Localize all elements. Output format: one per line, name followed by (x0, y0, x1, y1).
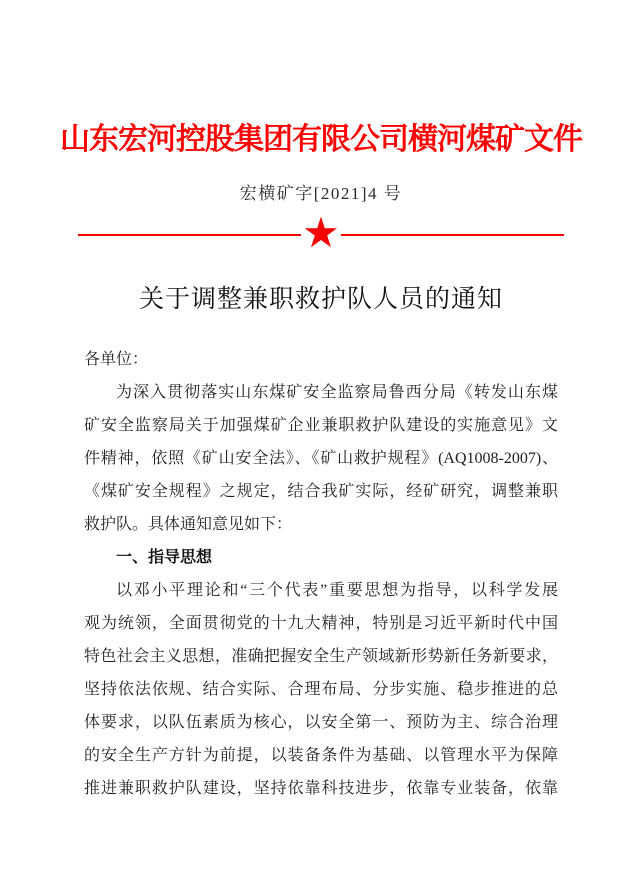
paragraph2-line: 以邓小平理论和“三个代表”重要思想为指导，以科学发展 (116, 582, 558, 599)
paragraph2-line: 的安全生产方针为前提，以装备条件为基础、以管理水平为保障 (84, 747, 558, 764)
paragraph1-line: 救护队。具体通知意见如下： (84, 516, 293, 533)
document-header-title: 山东宏河控股集团有限公司横河煤矿文件 (60, 123, 582, 156)
document-body (84, 343, 558, 805)
section-heading-1: 一、指导思想 (116, 549, 213, 566)
salutation: 各单位： (84, 351, 149, 368)
paragraph1-line: 《煤矿安全规程》之规定，结合我矿实际，经矿研究，调整兼职 (84, 483, 558, 500)
paragraph2-line: 坚持依法依规、结合实际、合理布局、分步实施、稳步推进的总 (84, 681, 558, 698)
star-icon: ★ (302, 211, 340, 257)
document-title: 关于调整兼职救护队人员的通知 (138, 286, 503, 313)
paragraph2-line: 推进兼职救护队建设，坚持依靠科技进步，依靠专业装备，依靠 (84, 780, 558, 797)
paragraph1-line: 为深入贯彻落实山东煤矿安全监察局鲁西分局《转发山东煤 (116, 384, 558, 401)
divider-rule-left (78, 234, 301, 236)
paragraph2-line: 体要求，以队伍素质为核心，以安全第一、预防为主、综合治理 (84, 714, 558, 731)
document-number: 宏横矿字[2021]4 号 (239, 184, 403, 203)
header-divider (78, 211, 564, 257)
paragraph2-line: 特色社会主义思想，准确把握安全生产领域新形势新任务新要求， (84, 648, 558, 665)
divider-rule-right (341, 234, 564, 236)
paragraph1-line: 件精神，依照《矿山安全法》、《矿山救护规程》(AQ1008-2007)、 (84, 450, 558, 467)
paragraph1-line: 矿安全监察局关于加强煤矿企业兼职救护队建设的实施意见》文 (84, 417, 558, 434)
paragraph2-line: 观为统领，全面贯彻党的十九大精神，特别是习近平新时代中国 (84, 615, 558, 632)
